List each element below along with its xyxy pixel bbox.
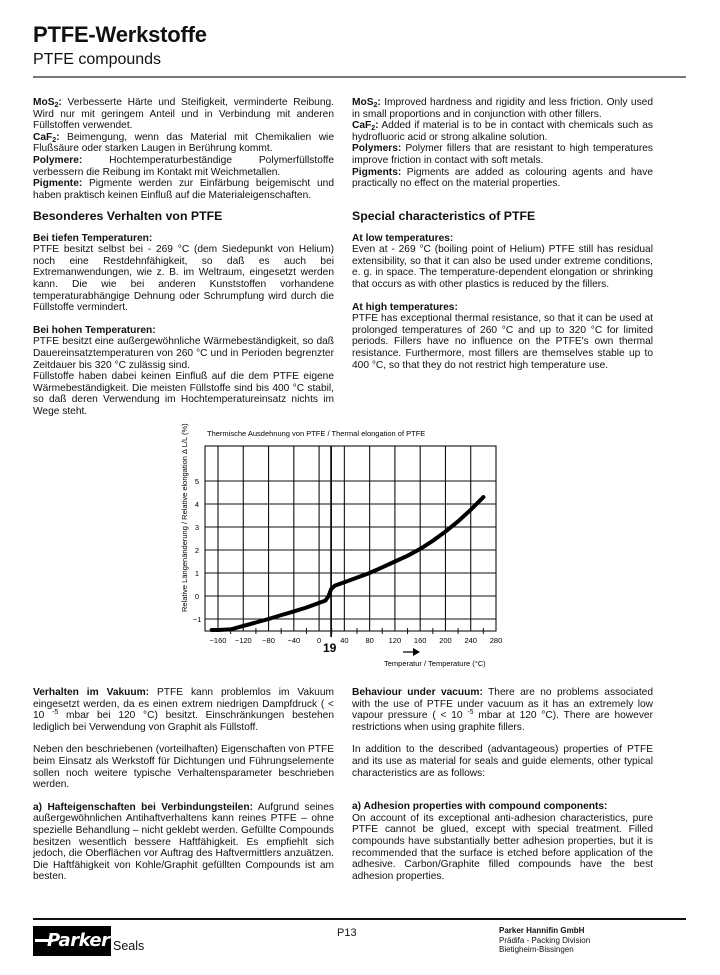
company-info (499, 926, 590, 955)
vacuum-de: Verhalten im Vakuum: PTFE kann problemlos im Vakuum eingesetzt werden, da es einen extrem niedrigen Dampfdruck ( < 10 $^{-5}$ mbar bei 120 °C) besitzt. Einschränkungen bestehen lediglich bei Verwendung von Graphit als Füllstoff. (33, 687, 334, 733)
intro-de: Neben den beschriebenen (vorteilhaften) Eigenschaften von PTFE beim Einsatz als Werkstoff für Dichtungen und Führungselemente sollen noch weitere typische Verhaltensparameter beschrieben werden. (33, 744, 334, 791)
chart-title: Thermische Ausdehnung von PTFE / Thermal elongation of PTFE (207, 429, 426, 438)
intro-en: In addition to the described (advantageous) properties of PTFE and its use as material for seals and guide elements, other typical characteristics are as follows: (352, 744, 653, 779)
filler-mos2-de: MoS$_2$: Verbesserte Härte und Steifigkeit, verminderte Reibung. Wird nur mit geringem Anteil und in Verbindung mit anderen Füllstoffen verwendet. (33, 97, 334, 132)
svg-text:2: 2 (194, 546, 200, 555)
vacuum-en: Behaviour under vacuum: There are no problems associated with the use of PTFE under vacuum as it has an extremely low vapour pressure ( < 10 $^{-5}$ mbar at 120 °C). There are however restrictions when using graphite fillers. (352, 687, 653, 733)
section-heading-en: Special characteristics of PTFE (352, 209, 536, 223)
fillers-de (33, 97, 334, 201)
special-characteristics-en (352, 211, 653, 371)
svg-text:4: 4 (194, 500, 200, 509)
company-division: Prädifa - Packing Division (499, 935, 591, 945)
filler-polymers-en: Polymers: Polymer fillers that are resistant to high temperatures improve friction in contact with soft metals. (352, 143, 653, 166)
low-temp-text-de: PTFE besitzt selbst bei - 269 °C (dem Siedepunkt von Helium) noch eine Restdehnfähigkeit, so daß es auch bei Extremanwendungen, wie z. B. im Weltraum, eingesetzt werden kann. Die wie bei anderen Kunststoffen vorhandene temperaturabhängige Dehnung oder Schrumpfung wird durch die Füllstoffe vermindert. (33, 244, 334, 314)
low-temp-heading-de: Bei tiefen Temperaturen: (33, 232, 153, 244)
svg-text:−1: −1 (192, 615, 202, 624)
svg-text:40: 40 (340, 636, 349, 645)
filler-pigments-de: Pigmente: Pigmente werden zur Einfärbung beigemischt und haben praktisch keinen Einfluß auf die Materialeigenschaften. (33, 178, 334, 201)
filler-pigments-en: Pigments: Pigments are added as colouring agents and have practically no effect on the material properties. (352, 166, 653, 190)
adhesion-heading-en: a) Adhesion properties with compound components: (352, 801, 608, 813)
page-title: PTFE-Werkstoffe (33, 22, 207, 47)
high-temp-heading-en: At high temperatures: (352, 301, 458, 313)
company-location: Bietigheim-Bissingen (499, 945, 574, 954)
parker-logo: Parker (33, 926, 111, 956)
filler-polymers-de: Polymere: Hochtemperaturbeständige Polymerfüllstoffe verbessern die Reibung im Kontakt mit Weichmetallen. (33, 154, 334, 178)
svg-text:280: 280 (489, 636, 503, 645)
vacuum-adhesion-en (352, 687, 653, 882)
adhesion-de: a) Hafteigenschaften bei Verbindungsteilen: Aufgrund seines außergewöhnlichen Antihaftverhaltens kann reines PTFE – ohne spezielle Behandlung – nicht geklebt werden. Gefüllte Compounds besitzen wesentlich bessere Haftfähigkeit. Es empfiehlt sich jedoch, die Oberflächen vor Auftrag des Haftvermittlers anzuätzen. Die Haftfähigkeit von Kohle/Graphit gefüllten Compounds ist am besten. (33, 801, 334, 883)
company-name: Parker Hannifin GmbH (499, 926, 585, 935)
high-temp-text-en: PTFE has exceptional thermal resistance, so that it can be used at prolonged temperatures of 260 °C and up to 320 °C for limited periods. Fillers have no influence on the PTFE's own thermal resistance. Furthermore, most fillers are themselves stable up to 400 °C, so that they do not restrict high temperature use. (352, 313, 653, 371)
chart-ylabel: Relative Längenänderung / Relative elongation Δ L/L (%) (180, 423, 189, 612)
svg-text:1: 1 (194, 569, 200, 578)
high-temp-text2-de: Füllstoffe haben dabei keinen Einfluß auf die dem PTFE eigene Wärmebeständigkeit. Die meisten Füllstoffe sind bis 400 °C stabil, so daß deren Verwendung im Hochtemperatureinsatz nichts im Wege steht. (33, 371, 334, 417)
fillers-en (352, 97, 653, 190)
filler-caf2-en: CaF$_2$: Added if material is to be in contact with chemicals such as hydrofluoric acid or strong alkaline solution. (352, 120, 653, 143)
low-temp-text-en: Even at - 269 °C (boiling point of Helium) PTFE still has residual extensibility, so that it can also be used under extreme conditions, e. g. in space. The temperature-dependent elongation or shrinking that occurs as with other plastics is reduced by the fillers. (352, 244, 653, 290)
svg-text:120: 120 (388, 636, 402, 645)
header-divider (33, 76, 686, 78)
thermal-elongation-chart (170, 420, 510, 680)
svg-text:5: 5 (194, 477, 200, 486)
arrow-right-icon (403, 648, 420, 656)
high-temp-heading-de: Bei hohen Temperaturen: (33, 324, 156, 336)
chart-grid (205, 446, 496, 637)
special-behaviour-de (33, 211, 334, 418)
svg-text:0: 0 (317, 636, 322, 645)
y-axis-ticks (193, 477, 202, 624)
high-temp-text1-de: PTFE besitzt eine außergewöhnliche Wärmebeständigkeit, so daß Dauereinsatztemperaturen von 260 °C und in Perioden begrenzter Zeitdauer bis 320 °C zulässig sind. (33, 336, 334, 371)
filler-mos2-en: MoS$_2$: Improved hardness and rigidity and less friction. Only used in small proportions and in conjunction with other fillers. (352, 97, 653, 120)
svg-text:3: 3 (194, 523, 200, 532)
transition-marker-label: 19 (323, 641, 337, 655)
svg-text:−40: −40 (287, 636, 301, 645)
svg-text:80: 80 (365, 636, 374, 645)
page-subtitle: PTFE compounds (33, 51, 162, 68)
svg-text:−160: −160 (209, 636, 227, 645)
svg-text:240: 240 (464, 636, 477, 645)
filler-caf2-de: CaF$_2$: Beimengung, wenn das Material mit Chemikalien wie Flußsäure oder starken Laugen in Berührung kommt. (33, 131, 334, 155)
svg-text:−80: −80 (262, 636, 275, 645)
seals-label: Seals (113, 939, 145, 953)
x-axis-ticks (210, 636, 503, 645)
svg-text:160: 160 (413, 636, 427, 645)
elongation-curve (212, 497, 484, 630)
low-temp-heading-en: At low temperatures: (352, 232, 454, 244)
svg-text:−120: −120 (234, 636, 252, 645)
chart-xlabel: Temperatur / Temperature (°C) (384, 659, 486, 668)
adhesion-text-en: On account of its exceptional anti-adhesion characteristics, pure PTFE cannot be glued, except with special treatment. Filled compounds have substantially better adhesion properties, but it is recommended that the surface is etched before application of the adhesive. Carbon/Graphite filled compounds have the best adhesion properties. (352, 812, 653, 882)
footer-divider (33, 918, 686, 920)
section-heading-de: Besonderes Verhalten von PTFE (33, 209, 223, 223)
page-number: P13 (337, 927, 357, 939)
svg-text:200: 200 (439, 636, 452, 645)
svg-text:0: 0 (194, 592, 200, 601)
vacuum-adhesion-de (33, 687, 334, 883)
